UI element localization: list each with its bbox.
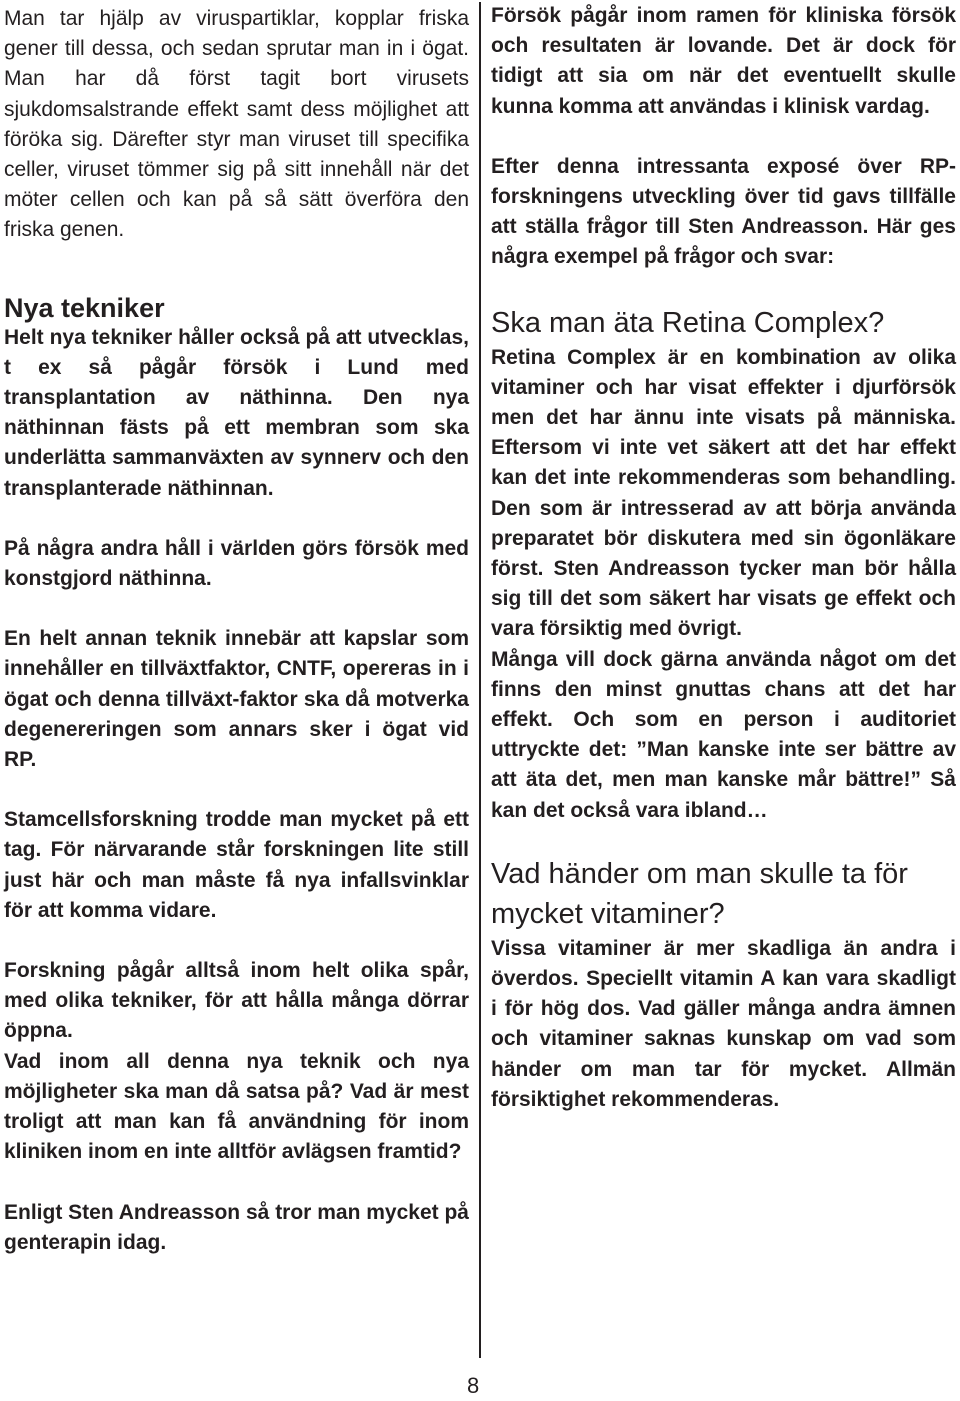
page-number: 8 bbox=[467, 1373, 480, 1398]
heading-retina-complex: Ska man äta Retina Complex? bbox=[491, 306, 885, 339]
paragraph-forsok: Försök pågår inom ramen för kliniska försök och resultaten är lovande. Det är dock för tidigt att sia om när det eventuellt skulle kunna komma att användas i klinisk vardag. bbox=[491, 4, 956, 118]
paragraph-nya-tekniker: Helt nya tekniker håller också på att utvecklas, t ex så pågår försök i Lund med transplantation av näthinna. Den nya näthinnan fästs på ett membran som ska underlätta sammanväxten av synnerv och den transplanterade näthinnan. bbox=[4, 325, 469, 500]
heading-vitaminer: Vad händer om man skulle ta för mycket vitaminer? bbox=[491, 857, 908, 930]
paragraph-retina: Retina Complex är en kombination av olika vitaminer och har visat effekter i djurförsök men det har ännu inte visats på människa. Eftersom vi inte vet säkert att det har effekt kan det inte rekommenderas som behandling. Den som är intresserad av att börja använda preparatet bör diskutera med sin ögonläkare först. Sten Andreasson tycker man bör hålla sig till det som säkert har visats ge effekt och vara försiktig med övrigt. bbox=[491, 345, 956, 641]
left-column bbox=[4, 0, 469, 1258]
column-divider bbox=[479, 2, 481, 1358]
paragraph-efter: Efter denna intressanta exposé över RP-forskningens utveckling över tid gavs tillfälle att ställa frågor till Sten Andreasson. Här ges några exempel på frågor och svar: bbox=[491, 154, 956, 269]
heading-nya-tekniker: Nya tekniker bbox=[4, 292, 165, 323]
right-column bbox=[491, 0, 956, 1115]
paragraph-enligt: Enligt Sten Andreasson så tror man mycket på genterapin idag. bbox=[4, 1200, 469, 1254]
paragraph-stamcell: Stamcellsforskning trodde man mycket på ett tag. För närvarande står forskningen lite still just här och man måste få nya infallsvinklar för att komma vidare. bbox=[4, 808, 469, 922]
paragraph-forskning: Forskning pågår alltså inom helt olika spår, med olika tekniker, för att hålla många dörrar öppna. bbox=[4, 959, 469, 1043]
paragraph-cntf: En helt annan teknik innebär att kapslar som innehåller en tillväxtfaktor, CNTF, opereras in i ögat och denna tillväxt-faktor ska då motverka degenereringen som annars sker i ögat vid RP. bbox=[4, 627, 469, 772]
paragraph-vitaminer: Vissa vitaminer är mer skadliga än andra i överdos. Speciellt vitamin A kan vara skadligt i för hög dos. Vad gäller många andra ämnen och vitaminer saknas kunskap om vad som händer om man tar för mycket. Allmän försiktighet rekommenderas. bbox=[491, 936, 956, 1111]
paragraph-intro: Man tar hjälp av viruspartiklar, kopplar friska gener till dessa, och sedan sprutar man in i ögat. Man har då först tagit bort virusets sjukdomsalstrande effekt samt dess möjlighet att föröka sig. Därefter styr man viruset till specifika celler, viruset tömmer sig på sitt innehåll när det möter cellen och kan på så sätt överföra den friska genen. bbox=[4, 7, 469, 242]
paragraph-satsa: Vad inom all denna nya teknik och nya möjligheter ska man då satsa på? Vad är mest troligt att man kan få användning för inom kliniken inom en inte alltför avlägsen framtid? bbox=[4, 1049, 469, 1164]
paragraph-andra-hall: På några andra håll i världen görs försök med konstgjord näthinna. bbox=[4, 536, 469, 591]
paragraph-manga: Många vill dock gärna använda något om det finns den minst gnuttas chans att det har effekt. Och som en person i auditoriet uttryckte det: ”Man kanske inte ser bättre av att äta det, men man kanske mår bättre!” Så kan det också vara ibland… bbox=[491, 647, 956, 822]
